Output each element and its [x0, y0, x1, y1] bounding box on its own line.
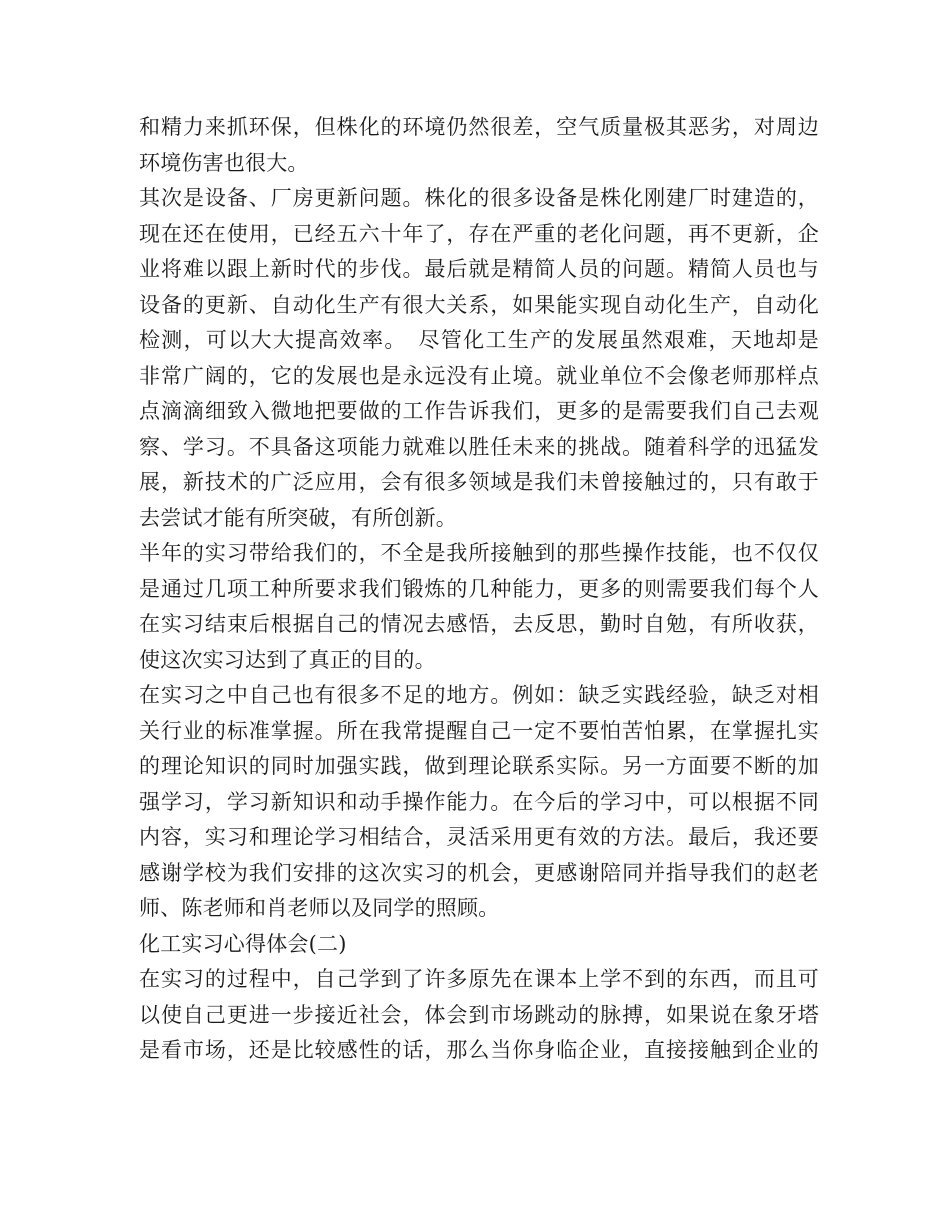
text-line: 和精力来抓环保，但株化的环境仍然很差，空气质量极其恶劣，对周边	[139, 115, 819, 139]
text-line: 以使自己更进一步接近社会，体会到市场跳动的脉搏，如果说在象牙塔	[139, 1002, 819, 1027]
text-line: 半年的实习带给我们的，不全是我所接触到的那些操作技能，也不仅仅	[139, 541, 819, 565]
text-line: 在实习结束后根据自己的情况去感悟，去反思，勤时自勉，有所收获，	[139, 612, 819, 636]
text-line: 感谢学校为我们安排的这次实习的机会，更感谢陪同并指导我们的赵老	[139, 860, 819, 885]
text-line: 非常广阔的，它的发展也是永远没有止境。就业单位不会像老师那样点	[139, 363, 819, 388]
document-body	[139, 110, 819, 1069]
text-line: 在实习的过程中，自己学到了许多原先在课本上学不到的东西，而且可	[139, 967, 819, 991]
text-line: 点滴滴细致入微地把要做的工作告诉我们，更多的是需要我们自己去观	[139, 399, 819, 423]
text-line: 展，新技术的广泛应用，会有很多领域是我们未曾接触过的，只有敢于	[139, 470, 819, 494]
text-line: 强学习，学习新知识和动手操作能力。在今后的学习中，可以根据不同	[139, 789, 819, 814]
text-line: 环境伤害也很大。	[139, 150, 309, 175]
text-line: 业将难以跟上新时代的步伐。最后就是精简人员的问题。精简人员也与	[139, 257, 819, 281]
text-line: 关行业的标准掌握。所在我常提醒自己一定不要怕苦怕累，在掌握扎实	[139, 718, 819, 743]
text-line: 其次是设备、厂房更新问题。株化的很多设备是株化刚建厂时建造的，	[139, 186, 819, 210]
text-line: 去尝试才能有所突破，有所创新。	[139, 505, 457, 530]
text-line: 是看市场，还是比较感性的话，那么当你身临企业，直接接触到企业的	[139, 1038, 819, 1062]
text-line: 是通过几项工种所要求我们锻炼的几种能力，更多的则需要我们每个人	[139, 576, 819, 601]
section-heading: 化工实习心得体会(二)	[139, 931, 347, 956]
text-line: 在实习之中自己也有很多不足的地方。例如：缺乏实践经验，缺乏对相	[139, 683, 819, 707]
text-line: 现在还在使用，已经五六十年了，存在严重的老化问题，再不更新，企	[139, 221, 819, 246]
text-line: 察、学习。不具备这项能力就难以胜任未来的挑战。随着科学的迅猛发	[139, 434, 819, 459]
text-line: 检测，可以大大提高效率。 尽管化工生产的发展虽然艰难，天地却是	[139, 328, 819, 352]
text-line: 师、陈老师和肖老师以及同学的照顾。	[139, 896, 500, 920]
text-line: 内容，实习和理论学习相结合，灵活采用更有效的方法。最后，我还要	[139, 825, 819, 849]
text-line: 的理论知识的同时加强实践，做到理论联系实际。另一方面要不断的加	[139, 754, 819, 778]
text-line: 设备的更新、自动化生产有很大关系，如果能实现自动化生产，自动化	[139, 292, 819, 317]
text-line: 使这次实习达到了真正的目的。	[139, 647, 436, 672]
